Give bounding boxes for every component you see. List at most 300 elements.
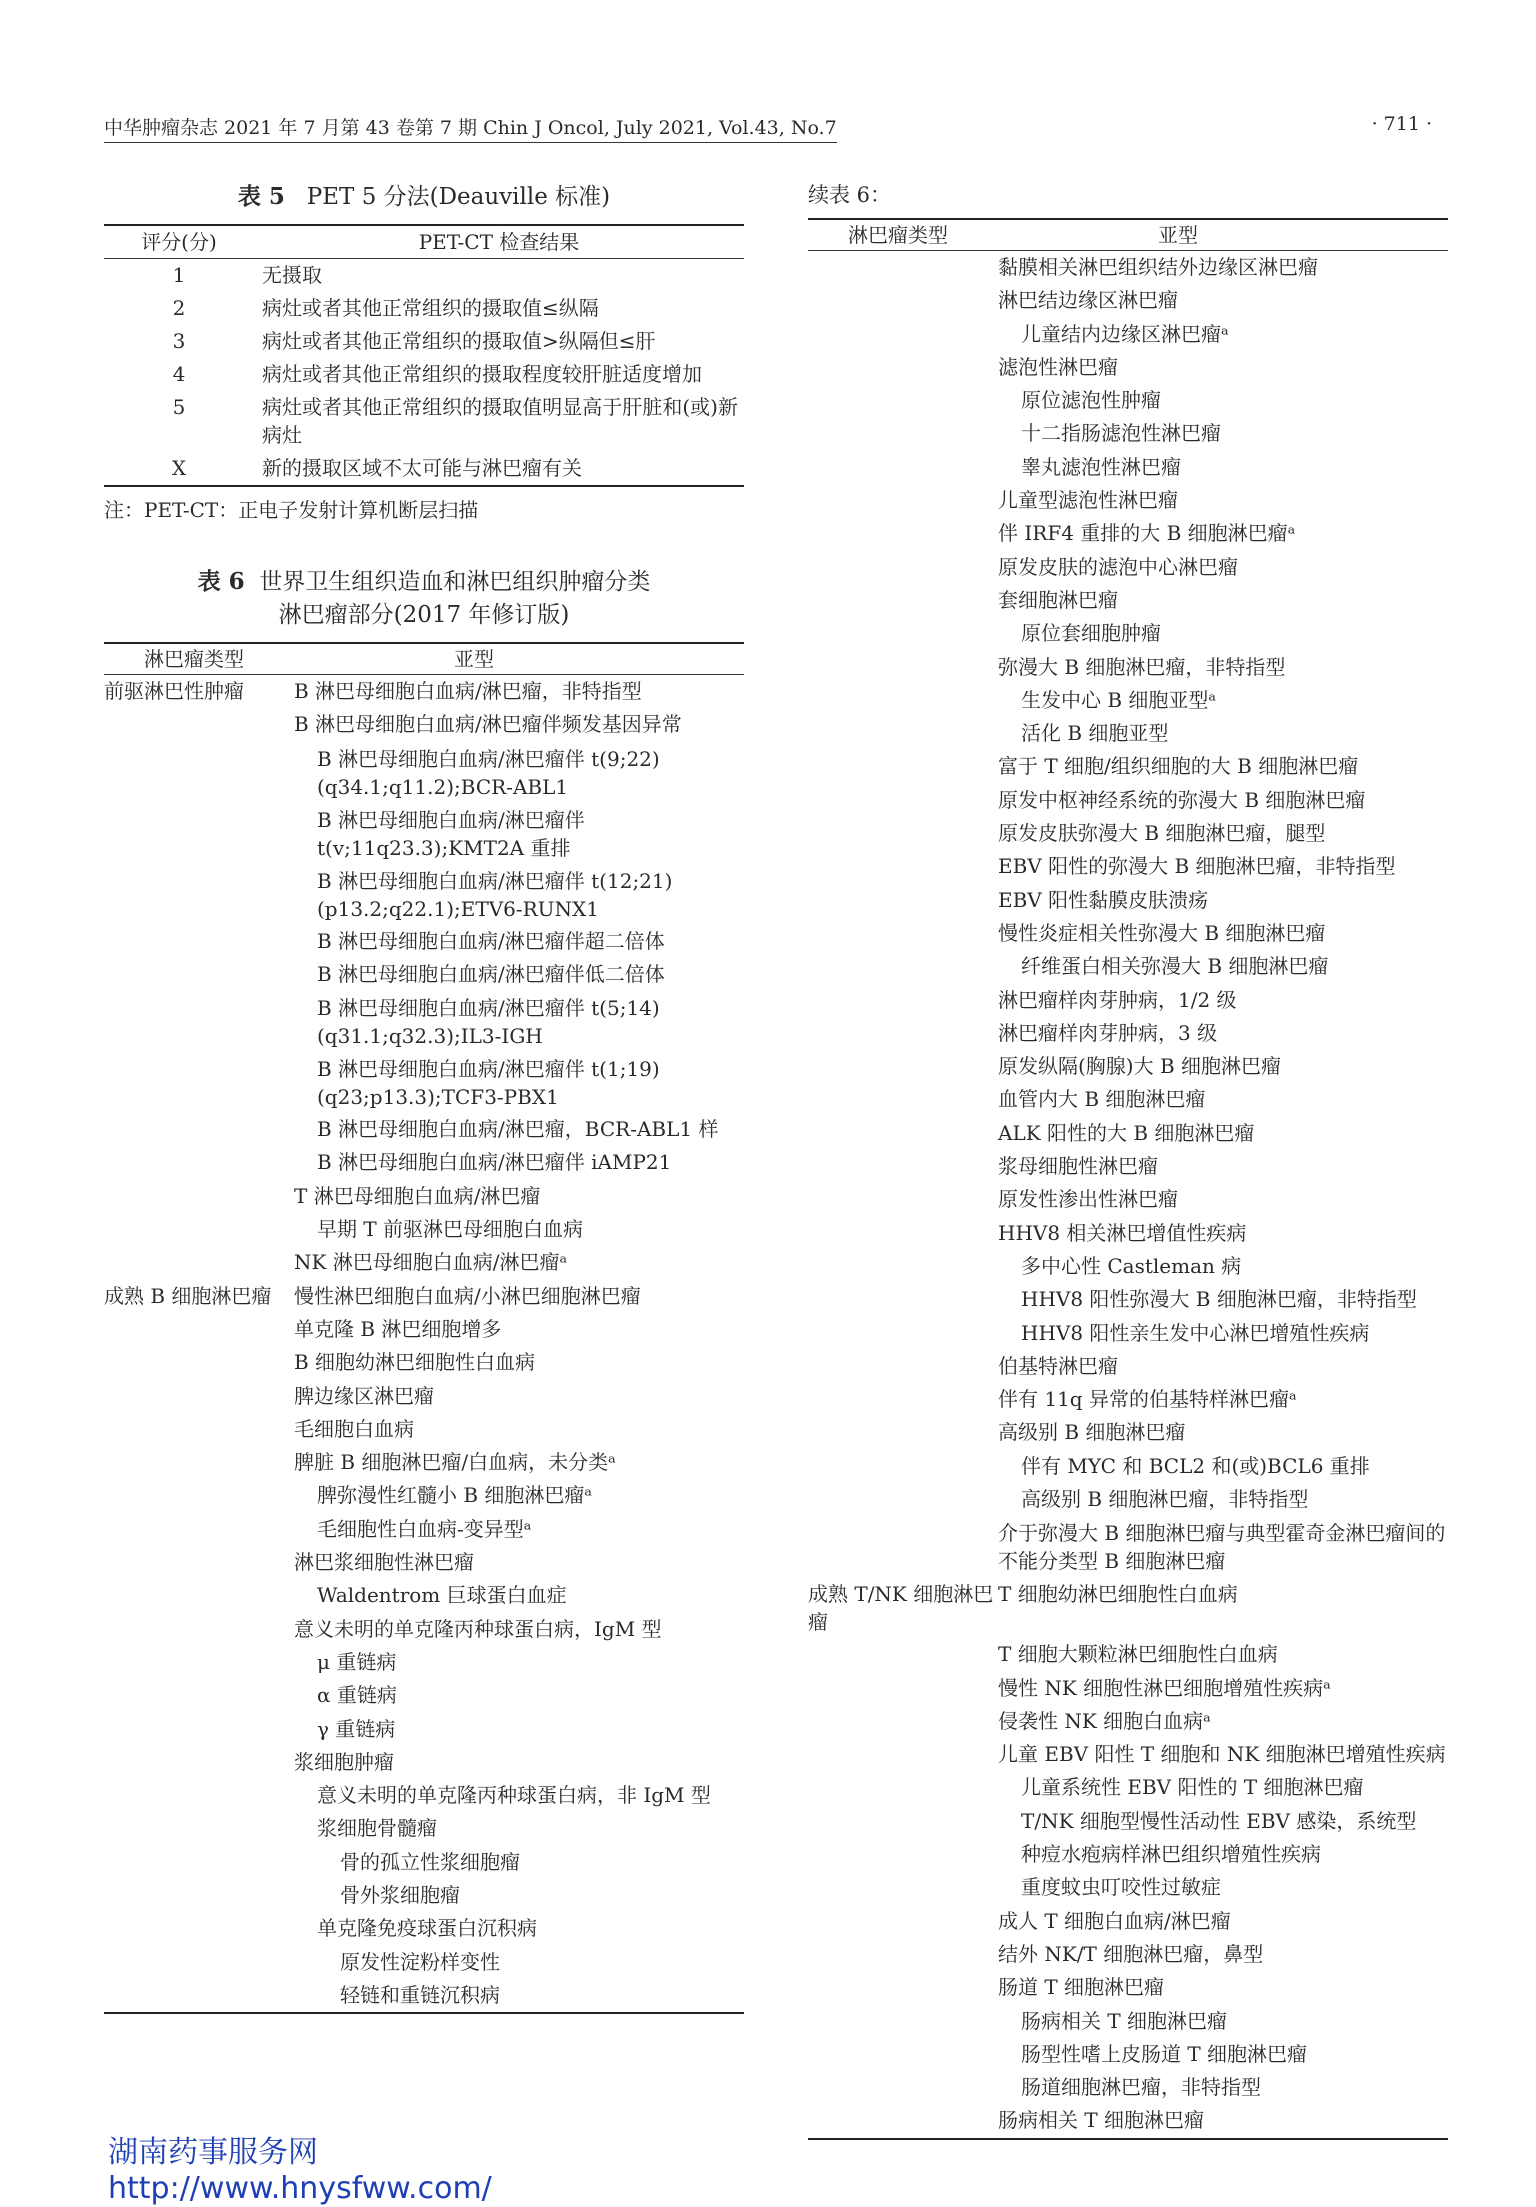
lymphoma-type-cell xyxy=(808,1938,998,1971)
lymphoma-type-cell xyxy=(104,1613,294,1646)
table6-row xyxy=(808,1250,1448,1283)
subtype-cell: B 淋巴母细胞白血病/淋巴瘤伴 t(12;21)(p13.2;q22.1);ETV6-RUNX1 xyxy=(317,868,673,921)
table6-row xyxy=(104,1413,744,1446)
lymphoma-type-cell xyxy=(808,1350,998,1383)
lymphoma-type-cell xyxy=(104,1846,294,1879)
table6-row xyxy=(808,617,1448,650)
table6-row xyxy=(808,784,1448,817)
subtype-cell: B 淋巴母细胞白血病/淋巴瘤伴超二倍体 xyxy=(317,928,665,953)
lymphoma-type-cell xyxy=(104,1246,294,1279)
lymphoma-type-cell xyxy=(104,1055,294,1111)
table6-row xyxy=(104,1313,744,1346)
subtype-cell: 高级别 B 细胞淋巴瘤 xyxy=(998,1420,1186,1445)
lymphoma-type-cell xyxy=(104,1779,294,1812)
table6-row xyxy=(104,1280,744,1313)
lymphoma-type-cell xyxy=(808,484,998,517)
table6-continued-label: 续表 6： xyxy=(808,183,892,207)
lymphoma-type-cell xyxy=(808,750,998,783)
lymphoma-type-cell xyxy=(104,958,294,991)
table6-row xyxy=(104,1113,744,1146)
table6-row xyxy=(808,1317,1448,1350)
lymphoma-type-cell xyxy=(104,1946,294,1979)
subtype-cell: 原发皮肤的滤泡中心淋巴瘤 xyxy=(998,554,1238,579)
table6-row xyxy=(808,451,1448,484)
table6-row xyxy=(104,675,744,708)
table6-row xyxy=(104,1746,744,1779)
subtype-cell: 十二指肠滤泡性淋巴瘤 xyxy=(1021,421,1221,446)
lymphoma-type-cell xyxy=(808,1871,998,1904)
subtype-cell: γ 重链病 xyxy=(317,1716,396,1741)
subtype-cell: 弥漫大 B 细胞淋巴瘤，非特指型 xyxy=(998,654,1286,679)
table5-row xyxy=(104,292,744,325)
subtype-cell: B 淋巴母细胞白血病/淋巴瘤，非特指型 xyxy=(294,679,642,703)
subtype-cell: 毛细胞性白血病-变异型ᵃ xyxy=(317,1516,532,1541)
subtype-cell: 生发中心 B 细胞亚型ᵃ xyxy=(1021,687,1217,712)
table6-row xyxy=(808,417,1448,450)
table6-row xyxy=(808,984,1448,1017)
lymphoma-type-cell xyxy=(104,1546,294,1579)
table6-row xyxy=(808,1383,1448,1416)
left-column xyxy=(104,180,744,2014)
subtype-cell: 原位滤泡性肿瘤 xyxy=(1021,388,1161,413)
lymphoma-type-cell xyxy=(104,1479,294,1512)
table6-row xyxy=(808,1805,1448,1838)
lymphoma-type-cell xyxy=(808,451,998,484)
subtype-cell: 骨外浆细胞瘤 xyxy=(340,1883,460,1908)
subtype-cell: 原发性淀粉样变性 xyxy=(340,1949,500,1974)
lymphoma-type-cell xyxy=(808,384,998,417)
table6-row xyxy=(808,1183,1448,1216)
result-cell: 病灶或者其他正常组织的摄取值>纵隔但≤肝 xyxy=(262,329,656,353)
table6-row xyxy=(808,1017,1448,1050)
table6-row xyxy=(104,803,744,864)
lymphoma-type-cell xyxy=(808,2038,998,2071)
table6-header-type: 淋巴瘤类型 xyxy=(848,223,948,247)
subtype-cell: α 重链病 xyxy=(317,1683,397,1708)
table6-row xyxy=(808,351,1448,384)
lymphoma-type-cell xyxy=(808,984,998,1017)
table6-row xyxy=(104,1846,744,1879)
lymphoma-type-cell xyxy=(808,850,998,883)
subtype-cell: 伴有 11q 异常的伯基特样淋巴瘤ᵃ xyxy=(998,1387,1297,1412)
result-cell: 病灶或者其他正常组织的摄取值≤纵隔 xyxy=(262,296,599,320)
table5-body xyxy=(104,259,744,487)
lymphoma-type-cell xyxy=(808,551,998,584)
subtype-cell: 肠病相关 T 细胞淋巴瘤 xyxy=(1021,2008,1228,2033)
table6-row xyxy=(808,950,1448,983)
lymphoma-type-cell xyxy=(808,917,998,950)
table6-row xyxy=(808,517,1448,550)
subtype-cell: B 淋巴母细胞白血病/淋巴瘤伴 t(5;14)(q31.1;q32.3);IL3-IGH xyxy=(317,996,660,1049)
table6-title-line1: 世界卫生组织造血和淋巴组织肿瘤分类 xyxy=(259,569,651,595)
table6-row xyxy=(808,284,1448,317)
table6-row xyxy=(104,958,744,991)
table6-row xyxy=(104,1812,744,1845)
table5-row xyxy=(104,259,744,293)
table6-row xyxy=(808,1083,1448,1116)
watermark-site-name: 湖南药事服务网 xyxy=(108,2135,318,2170)
lymphoma-type-cell xyxy=(104,925,294,958)
table6-row xyxy=(808,651,1448,684)
result-cell: 新的摄取区域不太可能与淋巴瘤有关 xyxy=(254,452,744,486)
subtype-cell: B 淋巴母细胞白血病/淋巴瘤伴频发基因异常 xyxy=(294,712,682,737)
subtype-cell: 原发性渗出性淋巴瘤 xyxy=(998,1187,1178,1212)
table6-row xyxy=(808,1738,1448,1771)
lymphoma-type-cell xyxy=(104,1713,294,1746)
subtype-cell: HHV8 阳性亲生发中心淋巴增殖性疾病 xyxy=(1021,1320,1370,1345)
lymphoma-type-cell xyxy=(808,1150,998,1183)
subtype-cell: EBV 阳性的弥漫大 B 细胞淋巴瘤，非特指型 xyxy=(998,854,1396,879)
subtype-cell: 结外 NK/T 细胞淋巴瘤，鼻型 xyxy=(998,1941,1264,1966)
lymphoma-type-cell xyxy=(808,417,998,450)
table6-row xyxy=(808,1771,1448,1804)
table6-row xyxy=(104,708,744,741)
subtype-cell: 浆母细胞性淋巴瘤 xyxy=(998,1154,1158,1179)
lymphoma-type-cell xyxy=(808,684,998,717)
subtype-cell: 意义未明的单克隆丙种球蛋白病，非 IgM 型 xyxy=(317,1783,711,1808)
subtype-cell: 血管内大 B 细胞淋巴瘤 xyxy=(998,1087,1206,1112)
subtype-cell: 浆细胞骨髓瘤 xyxy=(317,1816,437,1841)
lymphoma-type-cell xyxy=(808,2104,998,2137)
subtype-cell: 意义未明的单克隆丙种球蛋白病，IgM 型 xyxy=(294,1616,662,1641)
table6-row xyxy=(104,925,744,958)
lymphoma-type-cell xyxy=(104,994,294,1050)
lymphoma-type-cell xyxy=(808,817,998,850)
subtype-cell: B 淋巴母细胞白血病/淋巴瘤伴 t(v;11q23.3);KMT2A 重排 xyxy=(317,807,585,860)
lymphoma-type-cell xyxy=(808,1250,998,1283)
table5-label: 表 5 xyxy=(237,183,285,210)
table5 xyxy=(104,224,744,487)
table6-row xyxy=(104,1646,744,1679)
table6-row xyxy=(808,850,1448,883)
subtype-cell: B 淋巴母细胞白血病/淋巴瘤伴低二倍体 xyxy=(317,961,665,986)
table6-row xyxy=(808,2005,1448,2038)
subtype-cell: 套细胞淋巴瘤 xyxy=(998,587,1118,612)
table6-row xyxy=(104,1380,744,1413)
subtype-cell: 单克隆 B 淋巴细胞增多 xyxy=(294,1316,502,1341)
lymphoma-type-cell xyxy=(808,1905,998,1938)
table6-left xyxy=(104,642,744,2014)
subtype-cell: T 细胞大颗粒淋巴细胞性白血病 xyxy=(998,1642,1278,1667)
lymphoma-type-cell xyxy=(104,1912,294,1945)
lymphoma-type-cell xyxy=(808,1838,998,1871)
subtype-cell: 滤泡性淋巴瘤 xyxy=(998,354,1118,379)
result-cell: 病灶或者其他正常组织的摄取值明显高于肝脏和(或)新病灶 xyxy=(262,395,738,447)
lymphoma-type-cell: 成熟 T/NK 细胞淋巴瘤 xyxy=(808,1582,994,1635)
subtype-cell: 慢性淋巴细胞白血病/小淋巴细胞淋巴瘤 xyxy=(294,1283,641,1308)
lymphoma-type-cell xyxy=(808,1705,998,1738)
table6-row xyxy=(808,1705,1448,1738)
lymphoma-type-cell xyxy=(808,2005,998,2038)
lymphoma-type-cell xyxy=(104,1746,294,1779)
lymphoma-type-cell xyxy=(808,1283,998,1316)
subtype-cell: 高级别 B 细胞淋巴瘤，非特指型 xyxy=(1021,1486,1309,1511)
score-cell: 1 xyxy=(172,263,186,287)
table6-row xyxy=(104,864,744,925)
subtype-cell: 淋巴瘤样肉芽肿病，1/2 级 xyxy=(998,987,1237,1012)
lymphoma-type-cell xyxy=(104,1679,294,1712)
table5-note: 注：PET-CT：正电子发射计算机断层扫描 xyxy=(104,498,479,522)
lymphoma-type-cell xyxy=(808,651,998,684)
lymphoma-type-cell xyxy=(808,1971,998,2004)
table6-row xyxy=(104,1879,744,1912)
subtype-cell: 肠型性嗜上皮肠道 T 细胞淋巴瘤 xyxy=(1021,2041,1308,2066)
subtype-cell: 脾边缘区淋巴瘤 xyxy=(294,1383,434,1408)
lymphoma-type-cell xyxy=(808,1519,998,1575)
score-cell: 5 xyxy=(172,395,186,419)
table6-row xyxy=(808,1672,1448,1705)
table6-label: 表 6 xyxy=(197,568,245,595)
table6-row xyxy=(808,1838,1448,1871)
subtype-cell: 原位套细胞肿瘤 xyxy=(1021,621,1161,646)
table6-row xyxy=(104,1713,744,1746)
subtype-cell: μ 重链病 xyxy=(317,1649,397,1674)
lymphoma-type-cell xyxy=(808,1383,998,1416)
subtype-cell: 儿童型滤泡性淋巴瘤 xyxy=(998,488,1178,513)
subtype-cell: B 淋巴母细胞白血病/淋巴瘤伴 iAMP21 xyxy=(317,1150,672,1175)
lymphoma-type-cell xyxy=(808,617,998,650)
table6-header-subtype: 亚型 xyxy=(1158,223,1198,247)
table6-row xyxy=(808,1450,1448,1483)
score-cell: 4 xyxy=(172,362,186,386)
lymphoma-type-cell xyxy=(808,1416,998,1449)
subtype-cell: 原发中枢神经系统的弥漫大 B 细胞淋巴瘤 xyxy=(998,787,1366,812)
lymphoma-type-cell xyxy=(808,1183,998,1216)
score-cell: 2 xyxy=(172,296,186,320)
subtype-cell: 毛细胞白血病 xyxy=(294,1416,414,1441)
subtype-cell: T 细胞幼淋巴细胞性白血病 xyxy=(998,1582,1238,1607)
result-cell: 病灶或者其他正常组织的摄取程度较肝脏适度增加 xyxy=(262,362,702,386)
subtype-cell: 脾弥漫性红髓小 B 细胞淋巴瘤ᵃ xyxy=(317,1483,593,1508)
table5-row xyxy=(104,358,744,391)
table6-row xyxy=(808,750,1448,783)
table6-row xyxy=(104,1052,744,1113)
lymphoma-type-cell xyxy=(808,1017,998,1050)
subtype-cell: HHV8 阳性弥漫大 B 细胞淋巴瘤，非特指型 xyxy=(1021,1287,1417,1312)
subtype-cell: 轻链和重链沉积病 xyxy=(340,1982,500,2007)
lymphoma-type-cell xyxy=(104,745,294,801)
subtype-cell: B 细胞幼淋巴细胞性白血病 xyxy=(294,1350,536,1375)
subtype-cell: 慢性 NK 细胞性淋巴细胞增殖性疾病ᵃ xyxy=(998,1675,1331,1700)
subtype-cell: 淋巴瘤样肉芽肿病，3 级 xyxy=(998,1020,1218,1045)
table6-row xyxy=(808,884,1448,917)
table6-row xyxy=(808,1217,1448,1250)
subtype-cell: 儿童结内边缘区淋巴瘤ᵃ xyxy=(1021,321,1229,346)
table6-right-body xyxy=(808,251,1448,2138)
subtype-cell: 原发纵隔(胸腺)大 B 细胞淋巴瘤 xyxy=(998,1054,1282,1079)
table6-row xyxy=(808,2104,1448,2137)
table6-row xyxy=(808,1350,1448,1383)
lymphoma-type-cell xyxy=(104,1979,294,2012)
lymphoma-type-cell xyxy=(808,1117,998,1150)
page-number: · 711 · xyxy=(1371,113,1432,135)
subtype-cell: 慢性炎症相关性弥漫大 B 细胞淋巴瘤 xyxy=(998,920,1326,945)
subtype-cell: 浆细胞肿瘤 xyxy=(294,1749,394,1774)
table6-row xyxy=(104,742,744,803)
subtype-cell: Waldentrom 巨球蛋白血症 xyxy=(317,1583,567,1608)
watermark xyxy=(108,2135,492,2207)
table6-row xyxy=(104,1679,744,1712)
table6-row xyxy=(808,584,1448,617)
subtype-cell: 脾脏 B 细胞淋巴瘤/白血病，未分类ᵃ xyxy=(294,1450,616,1475)
table6-caption xyxy=(104,565,744,632)
lymphoma-type-cell xyxy=(808,1738,998,1771)
lymphoma-type-cell xyxy=(808,318,998,351)
table6-row xyxy=(808,717,1448,750)
lymphoma-type-cell xyxy=(104,1313,294,1346)
subtype-cell: 伴 IRF4 重排的大 B 细胞淋巴瘤ᵃ xyxy=(998,521,1296,546)
table6-row xyxy=(104,1979,744,2012)
table6-row xyxy=(104,1213,744,1246)
subtype-cell: 淋巴浆细胞性淋巴瘤 xyxy=(294,1550,474,1575)
table5-row xyxy=(104,391,744,452)
subtype-cell: 侵袭性 NK 细胞白血病ᵃ xyxy=(998,1708,1211,1733)
subtype-cell: B 淋巴母细胞白血病/淋巴瘤，BCR-ABL1 样 xyxy=(317,1117,719,1142)
lymphoma-type-cell xyxy=(104,1380,294,1413)
lymphoma-type-cell xyxy=(104,1413,294,1446)
subtype-cell: 早期 T 前驱淋巴母细胞白血病 xyxy=(317,1217,584,1242)
table6-row xyxy=(808,551,1448,584)
table6-row xyxy=(808,1871,1448,1904)
table6-row xyxy=(808,2038,1448,2071)
lymphoma-type-cell xyxy=(808,1450,998,1483)
lymphoma-type-cell: 前驱淋巴性肿瘤 xyxy=(104,679,244,703)
lymphoma-type-cell: 成熟 B 细胞淋巴瘤 xyxy=(104,1283,272,1308)
subtype-cell: 介于弥漫大 B 细胞淋巴瘤与典型霍奇金淋巴瘤间的不能分类型 B 细胞淋巴瘤 xyxy=(998,1521,1446,1574)
subtype-cell: 肠道 T 细胞淋巴瘤 xyxy=(998,1975,1165,2000)
table5-title: PET 5 分法(Deauville 标准) xyxy=(306,184,611,210)
table6-row xyxy=(104,1246,744,1279)
subtype-cell: 重度蚊虫叮咬性过敏症 xyxy=(1021,1875,1221,1900)
watermark-url[interactable]: http://www.hnysfww.com/ xyxy=(108,2171,492,2206)
score-cell: 3 xyxy=(172,329,186,353)
lymphoma-type-cell xyxy=(808,784,998,817)
lymphoma-type-cell xyxy=(808,1805,998,1838)
lymphoma-type-cell xyxy=(808,1771,998,1804)
lymphoma-type-cell xyxy=(104,1646,294,1679)
table6-row xyxy=(104,1912,744,1945)
result-cell: 无摄取 xyxy=(262,263,322,287)
table6-row xyxy=(808,1971,1448,2004)
table6-row xyxy=(808,1577,1448,1638)
subtype-cell: B 淋巴母细胞白血病/淋巴瘤伴 t(9;22)(q34.1;q11.2);BCR-ABL1 xyxy=(317,746,660,799)
table6-left-body xyxy=(104,675,744,2012)
lymphoma-type-cell xyxy=(104,708,294,741)
lymphoma-type-cell xyxy=(808,950,998,983)
table6-row xyxy=(808,684,1448,717)
table6-row xyxy=(104,1180,744,1213)
table5-header-score: 评分(分) xyxy=(104,225,254,259)
table6-row xyxy=(808,1283,1448,1316)
lymphoma-type-cell xyxy=(104,1113,294,1146)
table6-row xyxy=(104,1446,744,1479)
subtype-cell: 纤维蛋白相关弥漫大 B 细胞淋巴瘤 xyxy=(1021,954,1329,979)
journal-citation: 中华肿瘤杂志 2021 年 7 月第 43 卷第 7 期 Chin J Oncol, July 2021, Vol.43, No.7 xyxy=(104,113,837,143)
lymphoma-type-cell xyxy=(808,1217,998,1250)
subtype-cell: 活化 B 细胞亚型 xyxy=(1021,721,1169,746)
subtype-cell: 多中心性 Castleman 病 xyxy=(1021,1253,1242,1278)
subtype-cell: 富于 T 细胞/组织细胞的大 B 细胞淋巴瘤 xyxy=(998,754,1359,779)
table6-right xyxy=(808,218,1448,2140)
right-column xyxy=(808,180,1448,2140)
table6-row xyxy=(808,1416,1448,1449)
lymphoma-type-cell xyxy=(104,1180,294,1213)
lymphoma-type-cell xyxy=(104,1213,294,1246)
table6-row xyxy=(808,1150,1448,1183)
lymphoma-type-cell xyxy=(104,1513,294,1546)
table5-row xyxy=(104,325,744,358)
subtype-cell: T 淋巴母细胞白血病/淋巴瘤 xyxy=(294,1183,541,1208)
subtype-cell: 单克隆免疫球蛋白沉积病 xyxy=(317,1916,537,1941)
table6-row xyxy=(104,1146,744,1179)
table6-row xyxy=(104,1613,744,1646)
lymphoma-type-cell xyxy=(808,351,998,384)
lymphoma-type-cell xyxy=(808,1638,998,1671)
table6-row xyxy=(808,1938,1448,1971)
table5-header-result: PET-CT 检查结果 xyxy=(254,225,744,259)
subtype-cell: ALK 阳性的大 B 细胞淋巴瘤 xyxy=(998,1120,1255,1145)
score-cell: X xyxy=(104,452,254,486)
table6-row xyxy=(808,1117,1448,1150)
table6-row xyxy=(104,1479,744,1512)
subtype-cell: 成人 T 细胞白血病/淋巴瘤 xyxy=(998,1908,1231,1933)
table6-title-line2: 淋巴瘤部分(2017 年修订版) xyxy=(278,602,570,628)
subtype-cell: 伯基特淋巴瘤 xyxy=(998,1353,1118,1378)
subtype-cell: 肠道细胞淋巴瘤，非特指型 xyxy=(1021,2075,1261,2100)
subtype-cell: 淋巴结边缘区淋巴瘤 xyxy=(998,288,1178,313)
subtype-cell: NK 淋巴母细胞白血病/淋巴瘤ᵃ xyxy=(294,1250,568,1275)
lymphoma-type-cell xyxy=(808,584,998,617)
subtype-cell: 儿童系统性 EBV 阳性的 T 细胞淋巴瘤 xyxy=(1021,1775,1364,1800)
subtype-cell: 原发皮肤弥漫大 B 细胞淋巴瘤，腿型 xyxy=(998,821,1326,846)
table6-row xyxy=(808,1638,1448,1671)
table5-caption xyxy=(104,180,744,214)
lymphoma-type-cell xyxy=(808,251,998,284)
lymphoma-type-cell xyxy=(104,1346,294,1379)
table6-row xyxy=(104,1346,744,1379)
subtype-cell: 儿童 EBV 阳性 T 细胞和 NK 细胞淋巴增殖性疾病 xyxy=(998,1742,1446,1767)
table6-row xyxy=(808,1905,1448,1938)
lymphoma-type-cell xyxy=(104,1579,294,1612)
table6-row xyxy=(104,1546,744,1579)
subtype-cell: EBV 阳性黏膜皮肤溃疡 xyxy=(998,887,1209,912)
lymphoma-type-cell xyxy=(104,806,294,862)
lymphoma-type-cell xyxy=(104,867,294,923)
subtype-cell: 睾丸滤泡性淋巴瘤 xyxy=(1021,454,1181,479)
subtype-cell: 肠病相关 T 细胞淋巴瘤 xyxy=(998,2108,1205,2133)
lymphoma-type-cell xyxy=(808,284,998,317)
table6-row xyxy=(808,318,1448,351)
lymphoma-type-cell xyxy=(808,1672,998,1705)
subtype-cell: T/NK 细胞型慢性活动性 EBV 感染，系统型 xyxy=(1021,1808,1417,1833)
table6-row xyxy=(104,1779,744,1812)
table6-header-subtype: 亚型 xyxy=(454,647,494,671)
table6-row xyxy=(808,1050,1448,1083)
page-header xyxy=(104,113,1432,143)
lymphoma-type-cell xyxy=(808,2071,998,2104)
lymphoma-type-cell xyxy=(104,1879,294,1912)
table6-header-continued xyxy=(808,218,1448,251)
subtype-cell: B 淋巴母细胞白血病/淋巴瘤伴 t(1;19)(q23;p13.3);TCF3-PBX1 xyxy=(317,1057,660,1110)
lymphoma-type-cell xyxy=(808,1483,998,1516)
subtype-cell: 种痘水疱病样淋巴组织增殖性疾病 xyxy=(1021,1842,1321,1867)
lymphoma-type-cell xyxy=(808,1050,998,1083)
table6-header xyxy=(104,642,744,675)
subtype-cell: 骨的孤立性浆细胞瘤 xyxy=(340,1849,520,1874)
table6-row xyxy=(808,1483,1448,1516)
lymphoma-type-cell xyxy=(808,884,998,917)
table6-row xyxy=(104,1579,744,1612)
